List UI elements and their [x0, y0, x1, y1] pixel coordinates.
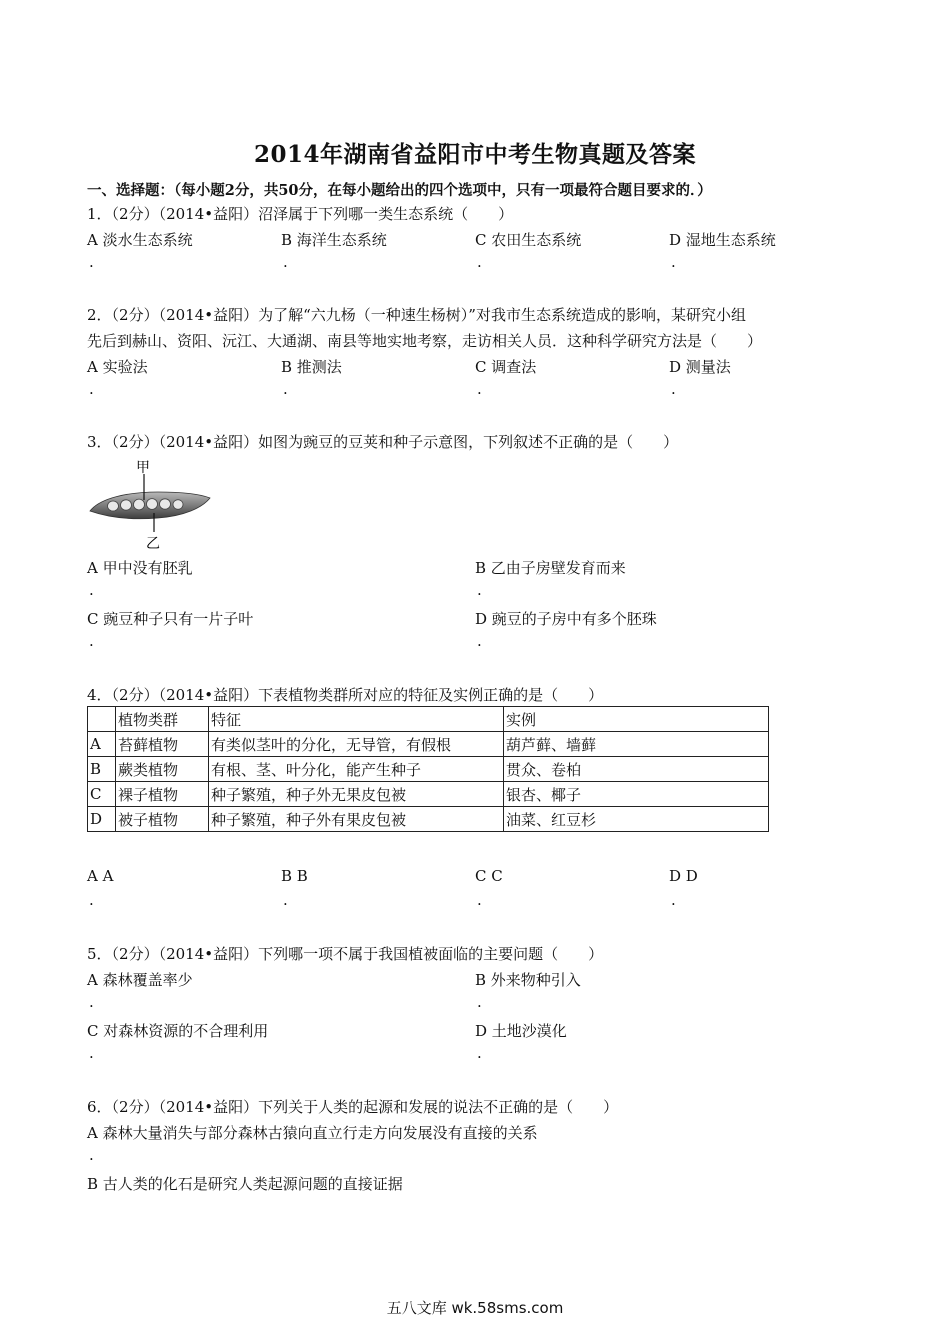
table-cell: A: [88, 732, 116, 757]
q5-dot-c: .: [89, 1044, 94, 1062]
question-4: 4．（2分）（2014•益阳）下表植物类群所对应的特征及实例正确的是（ ）: [87, 686, 604, 704]
table-cell: 银杏、椰子: [504, 782, 769, 807]
page-title: 2014年湖南省益阳市中考生物真题及答案: [253, 141, 696, 168]
q4-dot-a: .: [89, 891, 94, 909]
q3-option-d: D 豌豆的子房中有多个胚珠: [475, 610, 657, 628]
q2-option-c: C 调查法: [475, 358, 537, 376]
q1-dot-d: .: [671, 253, 676, 271]
q5-dot-a: .: [89, 993, 94, 1011]
table-cell: 油菜、红豆杉: [504, 807, 769, 832]
table-cell: 有根、茎、叶分化，能产生种子: [209, 757, 504, 782]
table-row: [88, 757, 769, 782]
q2-option-b: B 推测法: [281, 358, 342, 376]
question-2-line-1: 2．（2分）（2014•益阳）为了解“六九杨（一种速生杨树）”对我市生态系统造成的影响，某研究小组: [87, 306, 746, 324]
q2-dot-b: .: [283, 380, 288, 398]
table-header-cell: 实例: [504, 707, 769, 732]
q1-dot-b: .: [283, 253, 288, 271]
table-row: [88, 807, 769, 832]
q4-dot-b: .: [283, 891, 288, 909]
table-header-cell: 特征: [209, 707, 504, 732]
pea-pod-illustration: [88, 458, 213, 550]
q6-option-a: A 森林大量消失与部分森林古猿向直立行走方向发展没有直接的关系: [87, 1124, 538, 1142]
q5-dot-d: .: [477, 1044, 482, 1062]
q4-dot-c: .: [477, 891, 482, 909]
q5-option-d: D 土地沙漠化: [475, 1022, 567, 1040]
q3-dot-d: .: [477, 632, 482, 650]
q3-option-a: A 甲中没有胚乳: [87, 559, 193, 577]
table-header-row: [88, 707, 769, 732]
q4-option-d: D D: [669, 867, 698, 885]
table-cell: B: [88, 757, 116, 782]
table-cell: 贯众、卷柏: [504, 757, 769, 782]
table-header-cell: 植物类群: [116, 707, 209, 732]
q3-dot-b: .: [477, 581, 482, 599]
table-cell: D: [88, 807, 116, 832]
q1-option-d: D 湿地生态系统: [669, 231, 776, 249]
table-cell: 种子繁殖，种子外无果皮包被: [209, 782, 504, 807]
q2-option-d: D 测量法: [669, 358, 731, 376]
figure-label-jia: 甲: [136, 460, 150, 476]
table-cell: 苔藓植物: [116, 732, 209, 757]
q1-option-a: A 淡水生态系统: [87, 231, 193, 249]
q4-option-c: C C: [475, 867, 503, 885]
table-cell: 有类似茎叶的分化，无导管，有假根: [209, 732, 504, 757]
question-5: 5．（2分）（2014•益阳）下列哪一项不属于我国植被面临的主要问题（ ）: [87, 945, 604, 963]
q5-dot-b: .: [477, 993, 482, 1011]
q4-option-b: B B: [281, 867, 308, 885]
table-row: [88, 782, 769, 807]
q2-dot-c: .: [477, 380, 482, 398]
figure-label-yi: 乙: [146, 536, 160, 550]
table-cell: 种子繁殖，种子外有果皮包被: [209, 807, 504, 832]
q3-dot-c: .: [89, 632, 94, 650]
q4-option-a: A A: [87, 867, 114, 885]
q5-option-b: B 外来物种引入: [475, 971, 581, 989]
q1-dot-a: .: [89, 253, 94, 271]
q1-option-b: B 海洋生态系统: [281, 231, 387, 249]
table-row: [88, 732, 769, 757]
q5-option-c: C 对森林资源的不合理利用: [87, 1022, 269, 1040]
table-cell: 被子植物: [116, 807, 209, 832]
q3-option-b: B 乙由子房壁发育而来: [475, 559, 626, 577]
table-header-cell: [88, 707, 116, 732]
q3-dot-a: .: [89, 581, 94, 599]
q4-dot-d: .: [671, 891, 676, 909]
table-cell: C: [88, 782, 116, 807]
question-3: 3．（2分）（2014•益阳）如图为豌豆的豆荚和种子示意图，下列叙述不正确的是（ ）: [87, 433, 679, 451]
q6-option-b: B 古人类的化石是研究人类起源问题的直接证据: [87, 1175, 403, 1193]
question-6: 6．（2分）（2014•益阳）下列关于人类的起源和发展的说法不正确的是（ ）: [87, 1098, 619, 1116]
q6-dot-a: .: [89, 1146, 94, 1164]
q2-dot-a: .: [89, 380, 94, 398]
q2-option-a: A 实验法: [87, 358, 148, 376]
question-2-line-2: 先后到赫山、资阳、沅江、大通湖、南县等地实地考察，走访相关人员．这种科学研究方法是（ ）: [87, 332, 763, 350]
question-1: 1．（2分）（2014•益阳）沼泽属于下列哪一类生态系统（ ）: [87, 205, 514, 223]
q5-option-a: A 森林覆盖率少: [87, 971, 193, 989]
q1-option-c: C 农田生态系统: [475, 231, 582, 249]
footer-watermark: 五八文库 wk.58sms.com: [386, 1299, 564, 1317]
table-cell: 裸子植物: [116, 782, 209, 807]
table-cell: 蕨类植物: [116, 757, 209, 782]
plant-groups-table: [87, 706, 769, 832]
q3-option-c: C 豌豆种子只有一片子叶: [87, 610, 254, 628]
section-heading: 一、选择题：（每小题2分，共50分，在每小题给出的四个选项中，只有一项最符合题目要求的．）: [87, 182, 712, 199]
table-cell: 葫芦藓、墙藓: [504, 732, 769, 757]
q2-dot-d: .: [671, 380, 676, 398]
pea-pod-figure: [88, 458, 213, 550]
q1-dot-c: .: [477, 253, 482, 271]
